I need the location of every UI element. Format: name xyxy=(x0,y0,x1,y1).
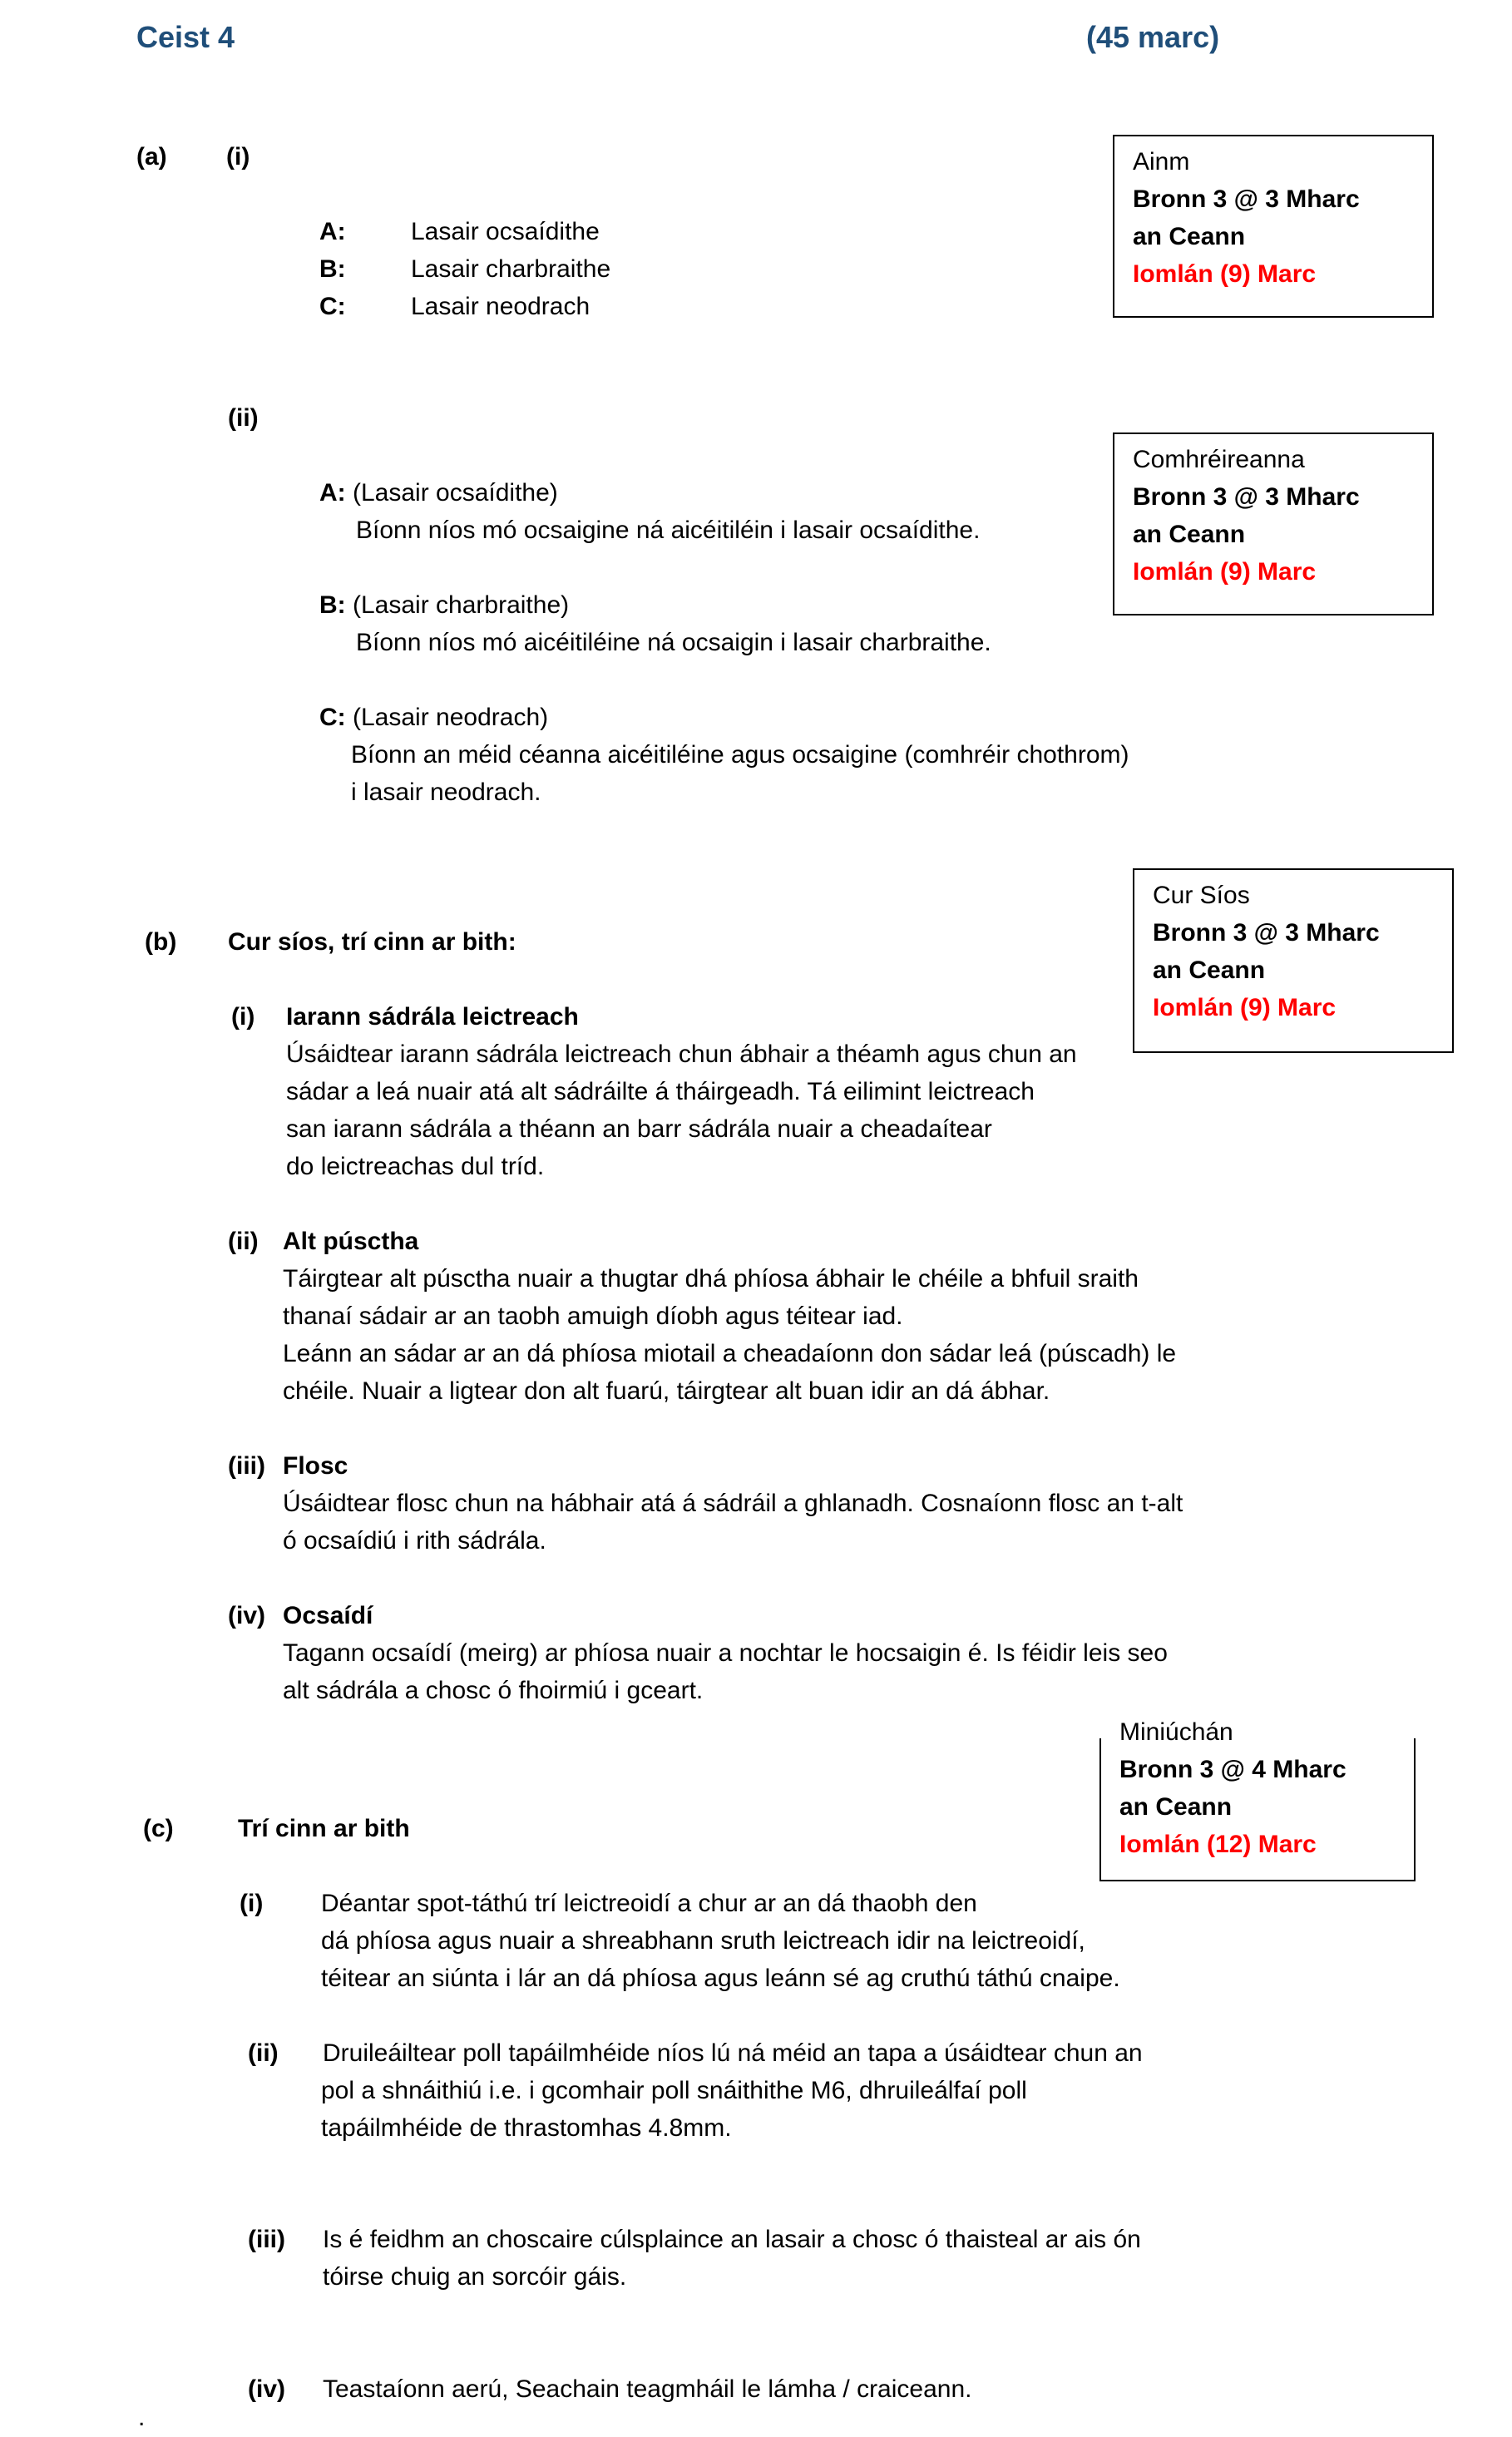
ratio-key: B: xyxy=(319,591,346,619)
flame-name-b: Lasair charbraithe xyxy=(411,255,611,283)
part-c-text: Déantar spot-táthú trí leictreoidí a chur ar an dá thaobh den xyxy=(321,1890,977,1917)
mark-box-total: Iomlán (12) Marc xyxy=(1119,1831,1317,1858)
mark-box-cur-sios xyxy=(1133,868,1454,1053)
mark-box-comhreireanna xyxy=(1113,433,1434,615)
ratio-text: Bíonn níos mó aicéitiléine ná ocsaigin i lasair charbraithe. xyxy=(356,629,991,656)
mark-box-award: Bronn 3 @ 3 Mharc xyxy=(1153,919,1380,947)
question-title: Ceist 4 xyxy=(136,20,235,54)
mark-box-total: Iomlán (9) Marc xyxy=(1133,260,1317,288)
part-c-text: tóirse chuig an sorcóir gáis. xyxy=(323,2263,627,2291)
mark-box-each: an Ceann xyxy=(1119,1793,1233,1821)
part-b-item-title: Alt púsctha xyxy=(283,1228,419,1255)
flame-key-a: A: xyxy=(319,218,346,245)
part-b-text: thanaí sádair ar an taobh amuigh díobh agus téitear iad. xyxy=(283,1303,903,1330)
part-b-text: sádar a leá nuair atá alt sádráilte á tháirgeadh. Tá eilimint leictreach xyxy=(286,1078,1035,1105)
part-b-text: san iarann sádrála a théann an barr sádrála nuair a cheadaítear xyxy=(286,1115,992,1143)
ratio-key: A: xyxy=(319,479,346,507)
part-b-text: Tagann ocsaídí (meirg) ar phíosa nuair a nochtar le hocsaigin é. Is féidir leis seo xyxy=(283,1639,1168,1667)
part-b-item-num: (ii) xyxy=(228,1228,259,1255)
part-c-item-num: (i) xyxy=(240,1890,264,1917)
part-b-text: Leánn an sádar ar an dá phíosa miotail a cheadaíonn don sádar leá (púscadh) le xyxy=(283,1340,1177,1367)
flame-key-c: C: xyxy=(319,293,346,320)
part-c-heading: Trí cinn ar bith xyxy=(238,1815,410,1842)
ratio-flame-name: (Lasair ocsaídithe) xyxy=(353,479,558,507)
ratio-item-c xyxy=(319,699,548,736)
ratio-item-b xyxy=(319,586,569,624)
part-b-text: Úsáidtear iarann sádrála leictreach chun ábhair a théamh agus chun an xyxy=(286,1041,1077,1068)
part-a-label: (a) xyxy=(136,143,167,171)
part-a-i-label: (i) xyxy=(226,143,250,171)
ratio-flame-name: (Lasair neodrach) xyxy=(353,704,549,731)
part-b-text: Táirgtear alt púsctha nuair a thugtar dhá phíosa ábhair le chéile a bhfuil sraith xyxy=(283,1265,1139,1293)
mark-box-title: Ainm xyxy=(1133,148,1190,175)
ratio-item-a xyxy=(319,474,558,512)
part-b-text: Úsáidtear flosc chun na hábhair atá á sádráil a ghlanadh. Cosnaíonn flosc an t-alt xyxy=(283,1490,1183,1517)
mark-box-award: Bronn 3 @ 3 Mharc xyxy=(1133,185,1360,213)
part-c-item-num: (iv) xyxy=(248,2375,285,2403)
part-c-text: Is é feidhm an choscaire cúlsplaince an lasair a chosc ó thaisteal ar ais ón xyxy=(323,2226,1141,2253)
part-b-item-num: (iv) xyxy=(228,1602,265,1629)
part-b-heading: Cur síos, trí cinn ar bith: xyxy=(228,928,516,956)
part-c-text: pol a shnáithiú i.e. i gcomhair poll snáithithe M6, dhruileálfaí poll xyxy=(321,2077,1027,2104)
flame-name-a: Lasair ocsaídithe xyxy=(411,218,600,245)
question-marks: (45 marc) xyxy=(1086,20,1220,54)
part-b-text: chéile. Nuair a ligtear don alt fuarú, táirgtear alt buan idir an dá ábhar. xyxy=(283,1377,1050,1405)
mark-box-each: an Ceann xyxy=(1133,223,1246,250)
part-c-text: téitear an siúnta i lár an dá phíosa agus leánn sé ag cruthú táthú cnaipe. xyxy=(321,1965,1120,1992)
part-b-item-title: Ocsaídí xyxy=(283,1602,373,1629)
flame-key-b: B: xyxy=(319,255,346,283)
mark-box-each: an Ceann xyxy=(1133,521,1246,548)
part-c-text: Teastaíonn aerú, Seachain teagmháil le lámha / craiceann. xyxy=(323,2375,972,2403)
part-b-item-title: Iarann sádrála leictreach xyxy=(286,1003,579,1031)
ratio-key: C: xyxy=(319,704,346,731)
mark-box-miniuchan xyxy=(1099,1718,1416,1881)
mark-box-title: Cur Síos xyxy=(1153,882,1250,909)
part-c-label: (c) xyxy=(143,1815,174,1842)
part-b-text: do leictreachas dul tríd. xyxy=(286,1153,545,1180)
part-c-item-num: (iii) xyxy=(248,2226,285,2253)
mark-box-each: an Ceann xyxy=(1153,957,1266,984)
ratio-flame-name: (Lasair charbraithe) xyxy=(353,591,570,619)
part-c-text: Druileáiltear poll tapáilmhéide níos lú ná méid an tapa a úsáidtear chun an xyxy=(323,2039,1143,2067)
footer-dot: . xyxy=(138,2404,146,2431)
mark-box-ainm xyxy=(1113,135,1434,318)
part-b-text: ó ocsaídiú i rith sádrála. xyxy=(283,1527,546,1555)
part-b-label: (b) xyxy=(145,928,177,956)
part-b-item-title: Flosc xyxy=(283,1452,348,1480)
part-c-text: dá phíosa agus nuair a shreabhann sruth leictreach idir na leictreoidí, xyxy=(321,1927,1085,1955)
ratio-text: Bíonn an méid céanna aicéitiléine agus ocsaigine (comhréir chothrom) xyxy=(351,741,1129,769)
part-c-text: tapáilmhéide de thrastomhas 4.8mm. xyxy=(321,2114,732,2142)
mark-box-title: Comhréireanna xyxy=(1133,446,1305,473)
mark-box-award: Bronn 3 @ 4 Mharc xyxy=(1119,1756,1346,1783)
flame-name-c: Lasair neodrach xyxy=(411,293,590,320)
part-c-item-num: (ii) xyxy=(248,2039,279,2067)
part-b-item-num: (i) xyxy=(231,1003,255,1031)
ratio-text: Bíonn níos mó ocsaigine ná aicéitiléin i lasair ocsaídithe. xyxy=(356,517,981,544)
mark-box-award: Bronn 3 @ 3 Mharc xyxy=(1133,483,1360,511)
part-b-text: alt sádrála a chosc ó fhoirmiú i gceart. xyxy=(283,1677,704,1704)
ratio-text: i lasair neodrach. xyxy=(351,779,541,806)
mark-box-title: Miniúchán xyxy=(1119,1718,1233,1746)
mark-box-total: Iomlán (9) Marc xyxy=(1153,994,1337,1021)
mark-box-total: Iomlán (9) Marc xyxy=(1133,558,1317,586)
part-b-item-num: (iii) xyxy=(228,1452,265,1480)
part-a-ii-label: (ii) xyxy=(228,404,259,432)
